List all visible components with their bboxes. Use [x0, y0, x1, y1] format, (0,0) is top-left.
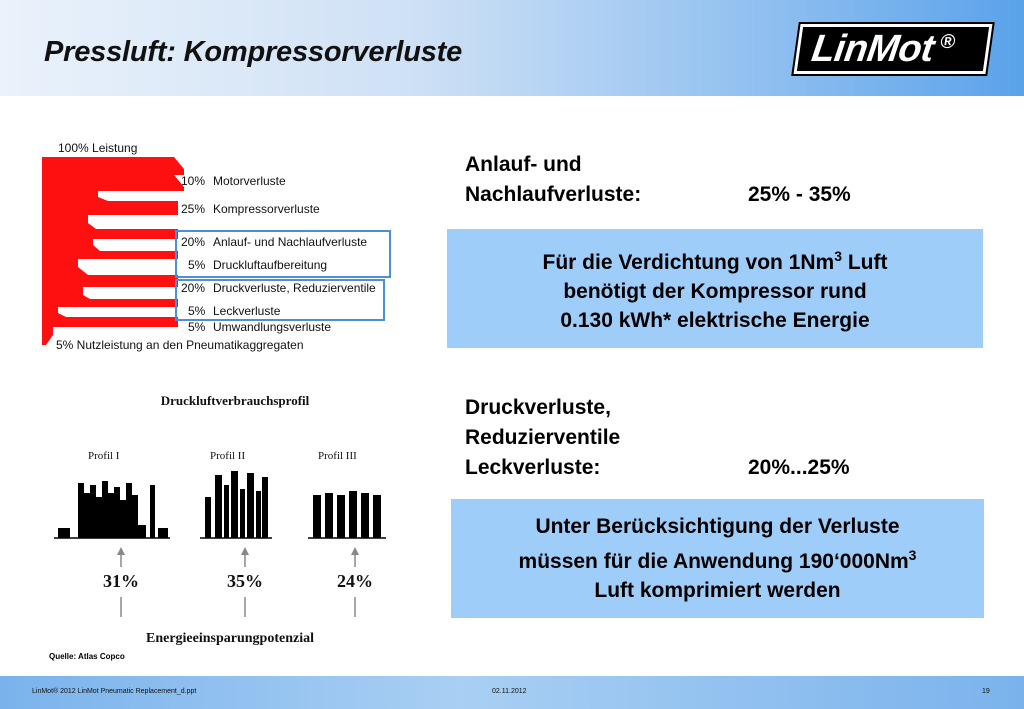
box2-line2a: müssen für die Anwendung 190‘000Nm [518, 550, 909, 573]
loss-diagram [38, 135, 398, 355]
registered-mark: ® [939, 30, 957, 53]
linmot-logo [793, 24, 992, 74]
logo-text: LinMot [809, 27, 937, 70]
sankey-bottom-label: 5% Nutzleistung an den Pneumatikaggregaten [56, 338, 304, 352]
block2-line3: Leckverluste: [465, 456, 601, 479]
box2-sup: 3 [908, 547, 917, 563]
profile-label-2: Profil III [318, 450, 357, 462]
sankey-item-label-1: Kompressorverluste [213, 202, 320, 216]
sankey-item-pct-1: 25% [181, 202, 206, 216]
sankey-item-label-5: Leckverluste [213, 304, 281, 318]
block2-value: 20%...25% [748, 456, 850, 479]
source-note: Quelle: Atlas Copco [49, 652, 125, 661]
box1-line1a: Für die Verdichtung von 1Nm [542, 251, 835, 274]
sankey-item-label-4: Druckverluste, Reduzierventile [213, 281, 376, 295]
box1-line3: 0.130 kWh* elektrische Energie [560, 309, 870, 332]
profile-3-bars [313, 491, 381, 538]
block1-line2: Nachlaufverluste: [465, 183, 642, 206]
box2-line3: Luft komprimiert werden [594, 579, 841, 602]
block2-line2: Reduzierventile [465, 426, 621, 449]
saving-pct-0: 31% [103, 571, 139, 591]
block1-value: 25% - 35% [748, 183, 851, 206]
profile-1-bars [58, 481, 168, 538]
profile-label-1: Profil II [210, 450, 246, 462]
sankey-item-label-3: Druckluftaufbereitung [213, 258, 328, 272]
sankey-item-pct-4: 20% [181, 281, 206, 295]
energy-info-box [447, 229, 983, 348]
air-volume-info-box [451, 499, 984, 618]
box1-line2: benötigt der Kompressor rund [563, 280, 867, 303]
slide-title: Pressluft: Kompressorverluste [44, 36, 463, 68]
box1-sup: 3 [834, 248, 842, 264]
sankey-item-pct-5: 5% [188, 304, 206, 318]
sankey-item-label-2: Anlauf- und Nachlaufverluste [213, 235, 368, 249]
block2-line1: Druckverluste, [465, 396, 611, 419]
sankey-top-label: 100% Leistung [58, 141, 138, 155]
page-number: 19 [982, 688, 990, 695]
sankey-item-label-0: Motorverluste [213, 174, 286, 188]
footer-bar [0, 676, 1024, 709]
power-flow [42, 157, 184, 345]
profile-label-0: Profil I [88, 450, 120, 462]
footer-file: LinMot® 2012 LinMot Pneumatic Replacement_d.ppt [32, 688, 197, 695]
sankey-item-pct-0: 10% [181, 174, 206, 188]
pressure-loss-text [465, 393, 885, 483]
profile-title: Druckluftverbrauchsprofil [160, 393, 310, 408]
sankey-item-label-6: Umwandlungsverluste [213, 320, 332, 334]
savings-caption: Energieeinsparungpotenzial [145, 631, 315, 646]
consumption-profile-figure [40, 385, 400, 655]
footer-date: 02.11.2012 [492, 688, 527, 695]
sankey-item-pct-3: 5% [188, 258, 206, 272]
block1-line1: Anlauf- und [465, 153, 582, 176]
box2-line1: Unter Berücksichtigung der Verluste [535, 515, 900, 538]
profile-2-bars [205, 471, 268, 538]
box1-line1b: Luft [842, 251, 888, 274]
sankey-item-pct-2: 20% [181, 235, 206, 249]
saving-pct-1: 35% [227, 571, 263, 591]
saving-pct-2: 24% [337, 571, 373, 591]
startup-loss-text [465, 150, 885, 210]
sankey-item-pct-6: 5% [188, 320, 206, 334]
